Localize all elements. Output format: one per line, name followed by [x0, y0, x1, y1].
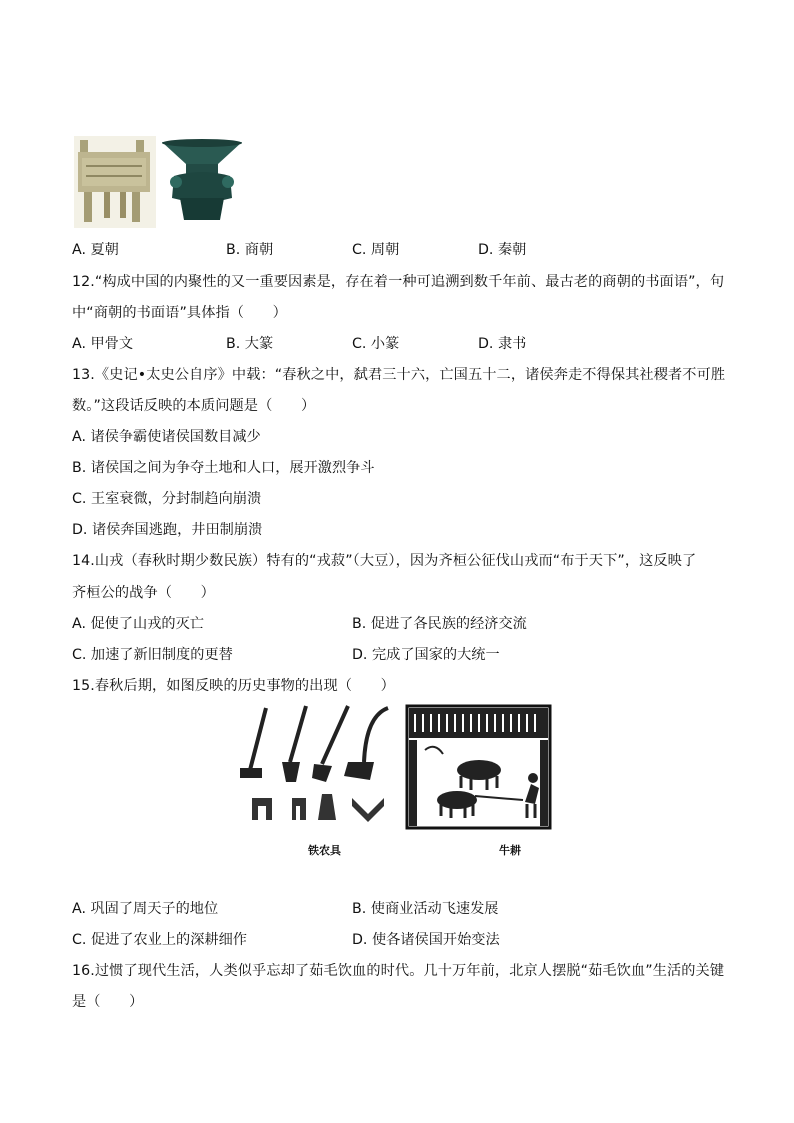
q14-stem-line2: 齐桓公的战争（ ） — [72, 585, 215, 601]
q15-option-c: C. 促进了农业上的深耕细作 — [72, 932, 247, 948]
q13-option-c: C. 王室衰微，分封制趋向崩溃 — [72, 491, 262, 507]
q15-stem-line1: 15.春秋后期，如图反映的历史事物的出现（ ） — [72, 678, 395, 694]
ox-plowing-caption: 牛耕 — [499, 844, 521, 857]
q11-option-d: D. 秦朝 — [478, 242, 527, 258]
q11-option-b: B. 商朝 — [226, 242, 274, 258]
q13-option-d: D. 诸侯奔国逃跑，井田制崩溃 — [72, 522, 263, 538]
q13-stem-line2: 数。”这段话反映的本质问题是（ ） — [72, 398, 316, 414]
q14-option-a: A. 促使了山戎的灭亡 — [72, 616, 204, 632]
q12-option-d: D. 隶书 — [478, 336, 527, 352]
q14-option-d: D. 完成了国家的大统一 — [352, 647, 500, 663]
ox-plowing-image — [405, 704, 552, 830]
q11-option-c: C. 周朝 — [352, 242, 400, 258]
iron-tools-caption: 铁农具 — [308, 844, 341, 857]
bronze-zun-image — [160, 136, 244, 222]
bronze-ding-image — [74, 136, 156, 228]
q14-option-c: C. 加速了新旧制度的更替 — [72, 647, 233, 663]
q12-option-a: A. 甲骨文 — [72, 336, 134, 352]
q12-option-b: B. 大篆 — [226, 336, 274, 352]
q12-stem-line2: 中“商朝的书面语”具体指（ ） — [72, 305, 287, 321]
q14-stem-line1: 14.山戎（春秋时期少数民族）特有的“戎菽”（大豆），因为齐桓公征伐山戎而“布于天下”，这反映了 — [72, 553, 697, 569]
iron-farm-tools-image — [236, 702, 396, 832]
q13-option-a: A. 诸侯争霸使诸侯国数目减少 — [72, 429, 261, 445]
q16-stem-line1: 16.过惯了现代生活，人类似乎忘却了茹毛饮血的时代。几十万年前，北京人摆脱“茹毛饮血”生活的关键 — [72, 963, 725, 979]
q13-stem-line1: 13.《史记•太史公自序》中载：“春秋之中，弑君三十六，亡国五十二，诸侯奔走不得保其社稷者不可胜 — [72, 367, 726, 383]
q15-option-a: A. 巩固了周天子的地位 — [72, 901, 219, 917]
q13-option-b: B. 诸侯国之间为争夺土地和人口，展开激烈争斗 — [72, 460, 375, 476]
q12-stem-line1: 12.“构成中国的内聚性的又一重要因素是，存在着一种可追溯到数千年前、最古老的商朝的书面语”，句 — [72, 274, 725, 290]
q15-option-d: D. 使各诸侯国开始变法 — [352, 932, 500, 948]
q11-option-a: A. 夏朝 — [72, 242, 119, 258]
q14-option-b: B. 促进了各民族的经济交流 — [352, 616, 527, 632]
q12-option-c: C. 小篆 — [352, 336, 400, 352]
q15-option-b: B. 使商业活动飞速发展 — [352, 901, 499, 917]
q16-stem-line2: 是（ ） — [72, 994, 144, 1010]
